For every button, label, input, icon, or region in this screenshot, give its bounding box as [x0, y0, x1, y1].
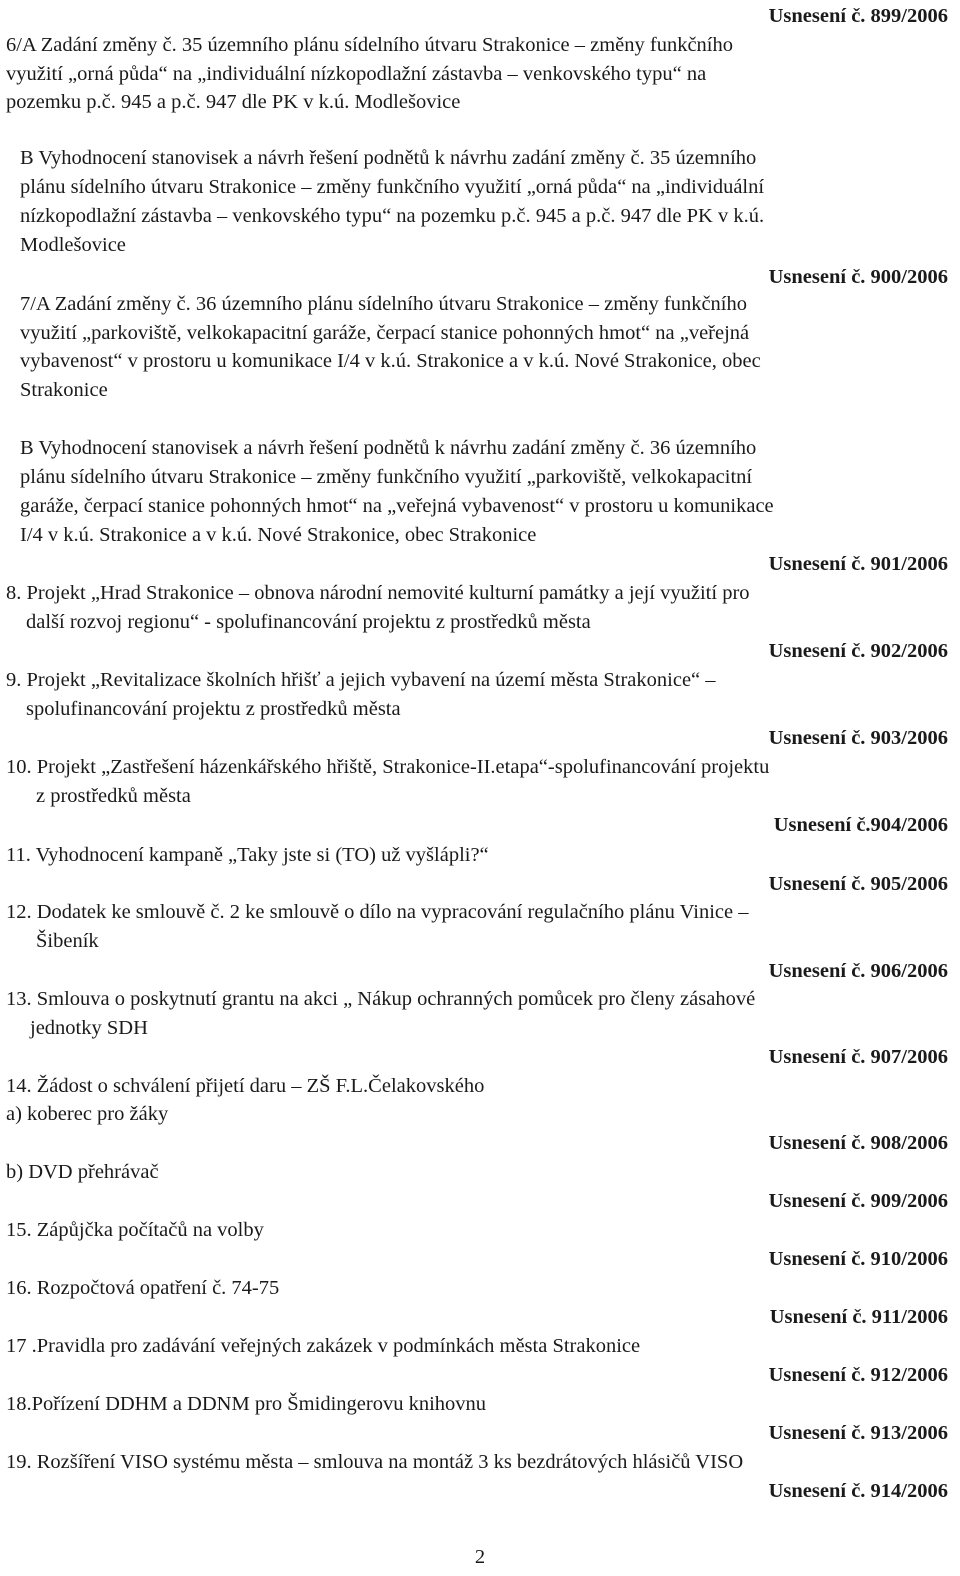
item-17-line: 17 .Pravidla pro zadávání veřejných zakázek v podmínkách města Strakonice: [6, 1335, 641, 1357]
resolution-heading: Usnesení č.904/2006: [773, 814, 948, 836]
item-14-line: 14. Žádost o schválení přijetí daru – ZŠ F.L.Čelakovského: [6, 1075, 485, 1097]
item-7b-line: I/4 v k.ú. Strakonice a v k.ú. Nové Strakonice, obec Strakonice: [20, 524, 537, 546]
resolution-heading: Usnesení č. 905/2006: [768, 873, 948, 895]
item-10-line: 10. Projekt „Zastřešení házenkářského hřiště, Strakonice-II.etapa“-spolufinancování projektu: [6, 756, 770, 778]
item-9-line: 9. Projekt „Revitalizace školních hřišť a jejich vybavení na území města Strakonice“ –: [6, 669, 716, 691]
item-19-line: 19. Rozšíření VISO systému města – smlouva na montáž 3 ks bezdrátových hlásičů VISO: [6, 1451, 744, 1473]
resolution-heading: Usnesení č. 901/2006: [768, 553, 948, 575]
resolution-heading: Usnesení č. 914/2006: [768, 1480, 948, 1502]
resolution-heading: Usnesení č. 913/2006: [768, 1422, 948, 1444]
item-9-line: spolufinancování projektu z prostředků města: [26, 698, 401, 720]
item-13-line: jednotky SDH: [30, 1017, 148, 1039]
item-16-line: 16. Rozpočtová opatření č. 74-75: [6, 1277, 280, 1299]
item-6b-line: Modlešovice: [20, 234, 126, 256]
page-number: 2: [474, 1546, 486, 1568]
item-6b-line: B Vyhodnocení stanovisek a návrh řešení podnětů k návrhu zadání změny č. 35 územního: [20, 147, 757, 169]
item-6b-line: nízkopodlažní zástavba – venkovského typu“ na pozemku p.č. 945 a p.č. 947 dle PK v k.ú.: [20, 205, 765, 227]
resolution-heading: Usnesení č. 903/2006: [768, 727, 948, 749]
item-7b-line: garáže, čerpací stanice pohonných hmot“ na „veřejná vybavenost“ v prostoru u komunikace: [20, 495, 774, 517]
item-7a-line: vybavenost“ v prostoru u komunikace I/4 v k.ú. Strakonice a v k.ú. Nové Strakonice, obec: [20, 350, 761, 372]
resolution-heading: Usnesení č. 902/2006: [768, 640, 948, 662]
item-7a-line: využití „parkoviště, velkokapacitní garáže, čerpací stanice pohonných hmot“ na „veřejná: [20, 322, 750, 344]
resolution-heading: Usnesení č. 908/2006: [768, 1132, 948, 1154]
item-8-line: další rozvoj regionu“ - spolufinancování projektu z prostředků města: [26, 611, 591, 633]
resolution-heading: Usnesení č. 906/2006: [768, 960, 948, 982]
item-15-line: 15. Zápůjčka počítačů na volby: [6, 1219, 264, 1241]
item-6b-line: plánu sídelního útvaru Strakonice – změny funkčního využití „orná půda“ na „individuální: [20, 176, 765, 198]
item-14b-line: b) DVD přehrávač: [6, 1161, 159, 1183]
resolution-heading: Usnesení č. 912/2006: [768, 1364, 948, 1386]
resolution-heading: Usnesení č. 910/2006: [768, 1248, 948, 1270]
item-7b-line: B Vyhodnocení stanovisek a návrh řešení podnětů k návrhu zadání změny č. 36 územního: [20, 437, 757, 459]
resolution-heading: Usnesení č. 907/2006: [768, 1046, 948, 1068]
item-13-line: 13. Smlouva o poskytnutí grantu na akci „ Nákup ochranných pomůcek pro členy zásahové: [6, 988, 756, 1010]
item-12-line: 12. Dodatek ke smlouvě č. 2 ke smlouvě o dílo na vypracování regulačního plánu Vinice –: [6, 901, 749, 923]
item-6a-line: využití „orná půda“ na „individuální nízkopodlažní zástavba – venkovského typu“ na: [6, 63, 707, 85]
item-8-line: 8. Projekt „Hrad Strakonice – obnova národní nemovité kulturní památky a její využití pro: [6, 582, 750, 604]
resolution-heading: Usnesení č. 911/2006: [769, 1306, 948, 1328]
item-7a-line: 7/A Zadání změny č. 36 územního plánu sídelního útvaru Strakonice – změny funkčního: [20, 293, 747, 315]
item-11-line: 11. Vyhodnocení kampaně „Taky jste si (TO) už vyšlápli?“: [6, 844, 489, 866]
item-10-line: z prostředků města: [36, 785, 191, 807]
item-7a-line: Strakonice: [20, 379, 108, 401]
item-14a-line: a) koberec pro žáky: [6, 1103, 169, 1125]
resolution-heading: Usnesení č. 899/2006: [768, 5, 948, 27]
item-6a-line: pozemku p.č. 945 a p.č. 947 dle PK v k.ú. Modlešovice: [6, 91, 461, 113]
item-12-line: Šibeník: [36, 930, 99, 952]
item-18-line: 18.Pořízení DDHM a DDNM pro Šmidingerovu knihovnu: [6, 1393, 487, 1415]
resolution-heading: Usnesení č. 900/2006: [768, 266, 948, 288]
resolution-heading: Usnesení č. 909/2006: [768, 1190, 948, 1212]
item-6a-line: 6/A Zadání změny č. 35 územního plánu sídelního útvaru Strakonice – změny funkčního: [6, 34, 733, 56]
item-7b-line: plánu sídelního útvaru Strakonice – změny funkčního využití „parkoviště, velkokapacitní: [20, 466, 753, 488]
